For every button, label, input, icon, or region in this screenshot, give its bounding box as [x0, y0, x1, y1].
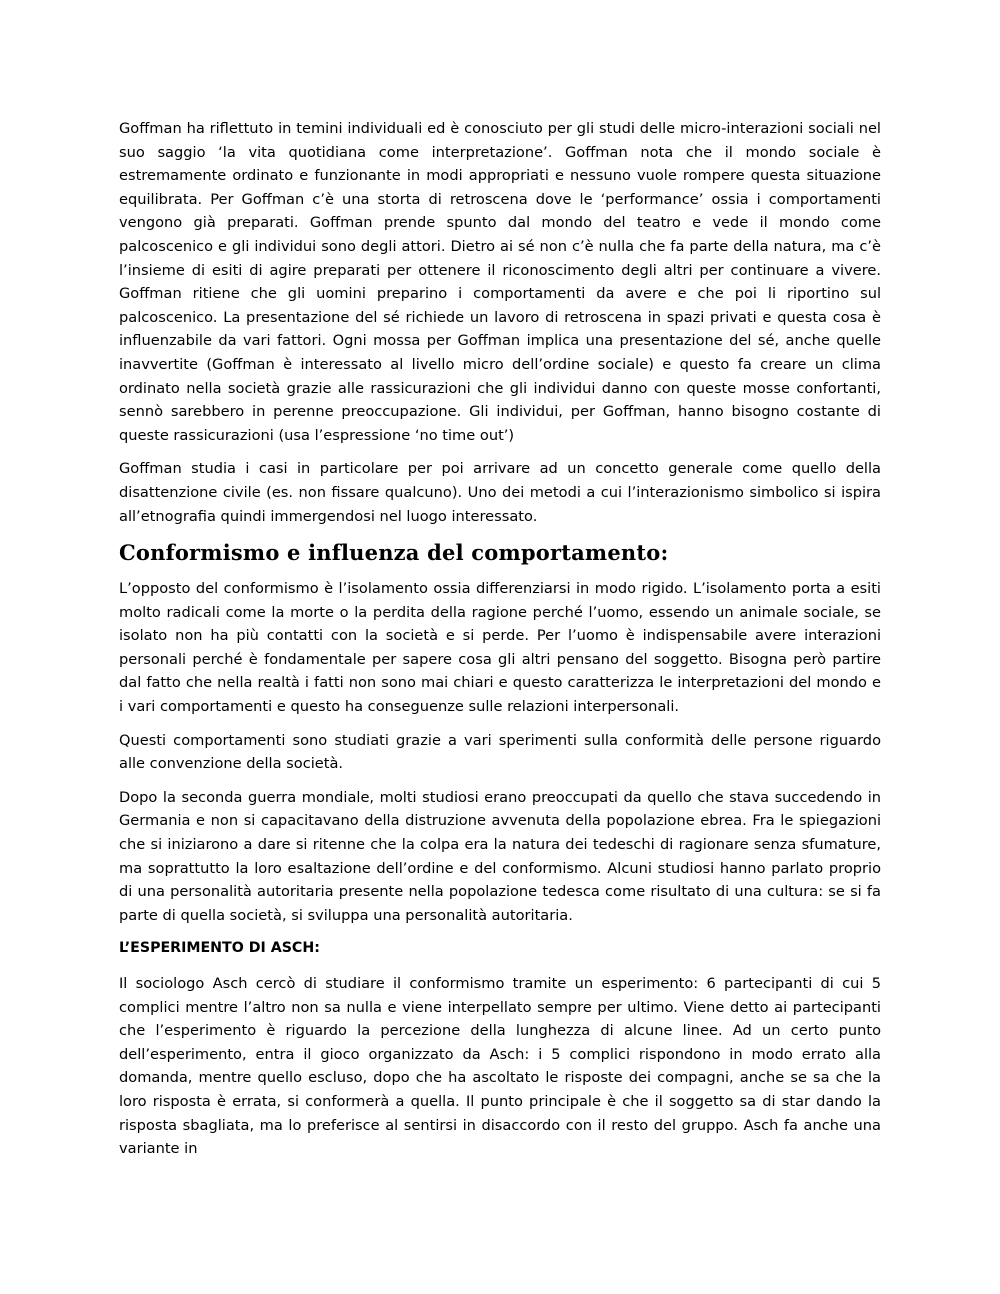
section-heading-conformismo: Conformismo e influenza del comportamento:	[119, 540, 669, 566]
paragraph-sperimenti: Questi comportamenti sono studiati grazie a vari sperimenti sulla conformità delle persone riguardo alle convenzione della società.	[119, 731, 881, 773]
paragraph-isolamento: L’opposto del conformismo è l’isolamento ossia differenziarsi in modo rigido. L’isolamento porta a esiti molto radicali come la morte o la perdita della ragione perché l’uomo, essendo un animale sociale, se isolato non ha più contatti con la società e si perde. Per l’uomo è indispensabile avere interazioni personali perché è fondamentale per sapere cosa gli altri pensano del soggetto. Bisogna però partire dal fatto che nella realtà i fatti non sono mai chiari e questo caratterizza le interpretazioni del mondo e i vari comportamenti e questo ha conseguenze sulle relazioni interpersonali.	[119, 580, 881, 716]
paragraph-goffman-intro: Goffman ha riflettuto in temini individuali ed è conosciuto per gli studi delle micro-interazioni sociali nel suo saggio ‘la vita quotidiana come interpretazione’. Goffman nota che il mondo sociale è estremamente ordinato e funzionante in modi appropriati e nessuno vuole rompere questa situazione equilibrata. Per Goffman c’è una storta di retroscena dove le ‘performance’ ossia i comportamenti vengono già preparati. Goffman prende spunto dal mondo del teatro e vede il mondo come palcoscenico e gli individui sono degli attori. Dietro ai sé non c’è nulla che fa parte della natura, ma c’è l’insieme di esiti di agire preparati per ottenere il riconoscimento degli altri per continuare a vivere. Goffman ritiene che gli uomini preparino i comportamenti da avere e che poi li riportino sul palcoscenico. La presentazione del sé richiede un lavoro di retroscena in spazi privati e questa cosa è influenzabile da vari fattori. Ogni mossa per Goffman implica una presentazione del sé, anche quelle inavvertite (Goffman è interessato al livello micro dell’ordine sociale) e questo fa creare un clima ordinato nella società grazie alle rassicurazioni che gli individui danno con queste mosse confortanti, sennò sarebbero in perenne preoccupazione. Gli individui, per Goffman, hanno bisogno costante di queste rassicurazioni (usa l’espressione ‘no time out’)	[119, 120, 881, 444]
paragraph-dopoguerra: Dopo la seconda guerra mondiale, molti studiosi erano preoccupati da quello che stava succedendo in Germania e non si capacitavano della distruzione avvenuta della popolazione ebrea. Fra le spiegazioni che si iniziarono a dare si ritenne che la colpa era la natura dei tedeschi di ragionare senza sfumature, ma soprattutto la loro esaltazione dell’ordine e del conformismo. Alcuni studiosi hanno parlato proprio di una personalità autoritaria presente nella popolazione tedesca come risultato di una cultura: se si fa parte di quella società, si sviluppa una personalità autoritaria.	[119, 788, 881, 924]
document-page	[119, 117, 881, 1171]
subheading-esperimento-asch: L’ESPERIMENTO DI ASCH:	[119, 940, 320, 957]
paragraph-goffman-civil-inattention: Goffman studia i casi in particolare per poi arrivare ad un concetto generale come quello della disattenzione civile (es. non fissare qualcuno). Uno dei metodi a cui l’interazionismo simbolico si ispira all’etnografia quindi immergendosi nel luogo interessato.	[119, 460, 881, 525]
paragraph-asch: Il sociologo Asch cercò di studiare il conformismo tramite un esperimento: 6 partecipanti di cui 5 complici mentre l’altro non sa nulla e viene interpellato sempre per ultimo. Viene detto ai partecipanti che l’esperimento è riguardo la percezione della lunghezza di alcune linee. Ad un certo punto dell’esperimento, entra il gioco organizzato da Asch: i 5 complici rispondono in modo errato alla domanda, mentre quello escluso, dopo che ha ascoltato le risposte dei compagni, anche se sa che la loro risposta è errata, si conformerà a quella. Il punto principale è che il soggetto sa di star dando la risposta sbagliata, ma lo preferisce al sentirsi in disaccordo con il resto del gruppo. Asch fa anche una variante in	[119, 975, 881, 1158]
